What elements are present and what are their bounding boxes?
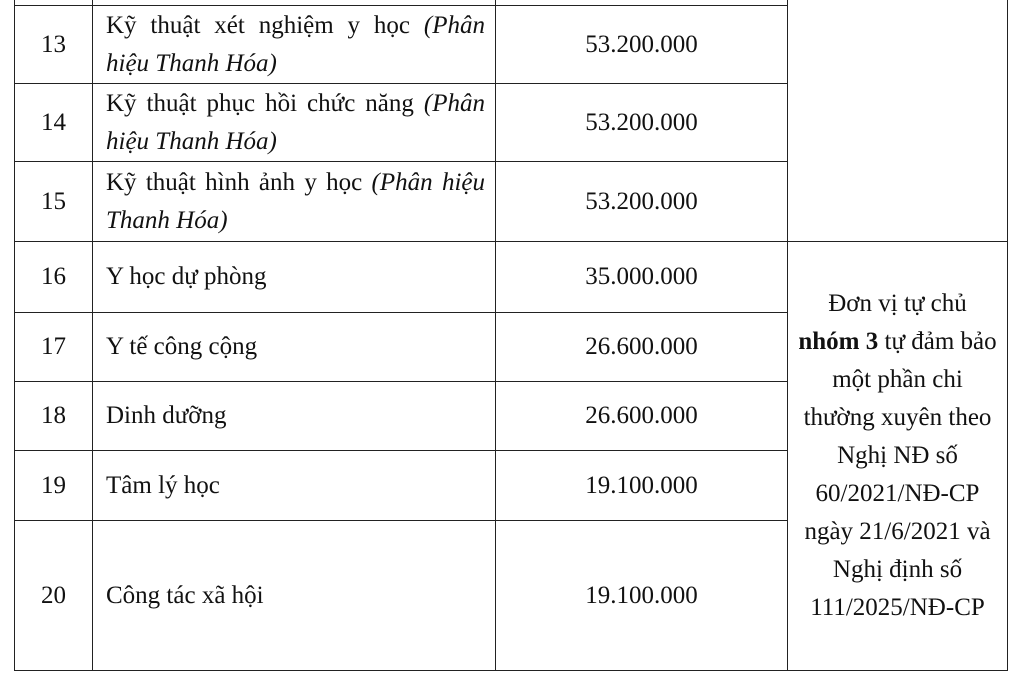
row-number: 20 [15, 521, 93, 671]
row-number: 19 [15, 451, 93, 521]
program-name-campus: (Phân hiệu Thanh Hóa) [106, 11, 485, 77]
program-name [93, 6, 496, 84]
program-name [93, 84, 496, 162]
program-name-text: Kỹ thuật hình ảnh y học [106, 168, 372, 196]
tuition-fee: 53.200.000 [496, 84, 788, 162]
program-name: Công tác xã hội [93, 521, 496, 671]
tuition-fee: 19.100.000 [496, 451, 788, 521]
note-bold: nhóm 3 [798, 328, 879, 355]
tuition-fee-table [14, 0, 1008, 671]
row-number: 16 [15, 242, 93, 313]
program-name: Dinh dưỡng [93, 382, 496, 451]
program-name-text: Kỹ thuật xét nghiệm y học [106, 11, 424, 39]
row-number: 18 [15, 382, 93, 451]
program-name-campus: (Phân hiệu Thanh Hóa) [106, 168, 485, 234]
note-prefix: Đơn vị tự chủ [828, 290, 967, 317]
program-name: Tâm lý học [93, 451, 496, 521]
tuition-fee: 35.000.000 [496, 242, 788, 313]
tuition-fee: 26.600.000 [496, 313, 788, 382]
program-name-text: Kỹ thuật phục hồi chức năng [106, 89, 424, 117]
tuition-fee: 53.200.000 [496, 162, 788, 242]
tuition-fee: 53.200.000 [496, 6, 788, 84]
note-suffix: tự đảm bảo một phần chi thường xuyên theo Nghị NĐ số 60/2021/NĐ-CP ngày 21/6/2021 và Nghị định số 111/2025/NĐ-CP [803, 328, 997, 621]
program-name: Y tế công cộng [93, 313, 496, 382]
row-number: 17 [15, 313, 93, 382]
table-row [15, 242, 1008, 313]
tuition-fee: 26.600.000 [496, 382, 788, 451]
note-cell-empty [788, 0, 1008, 242]
program-name: Y học dự phòng [93, 242, 496, 313]
note-cell [788, 242, 1008, 671]
program-name-campus: (Phân hiệu Thanh Hóa) [106, 89, 485, 155]
program-name [93, 162, 496, 242]
row-number: 14 [15, 84, 93, 162]
tuition-fee: 19.100.000 [496, 521, 788, 671]
row-number: 13 [15, 6, 93, 84]
row-number: 15 [15, 162, 93, 242]
